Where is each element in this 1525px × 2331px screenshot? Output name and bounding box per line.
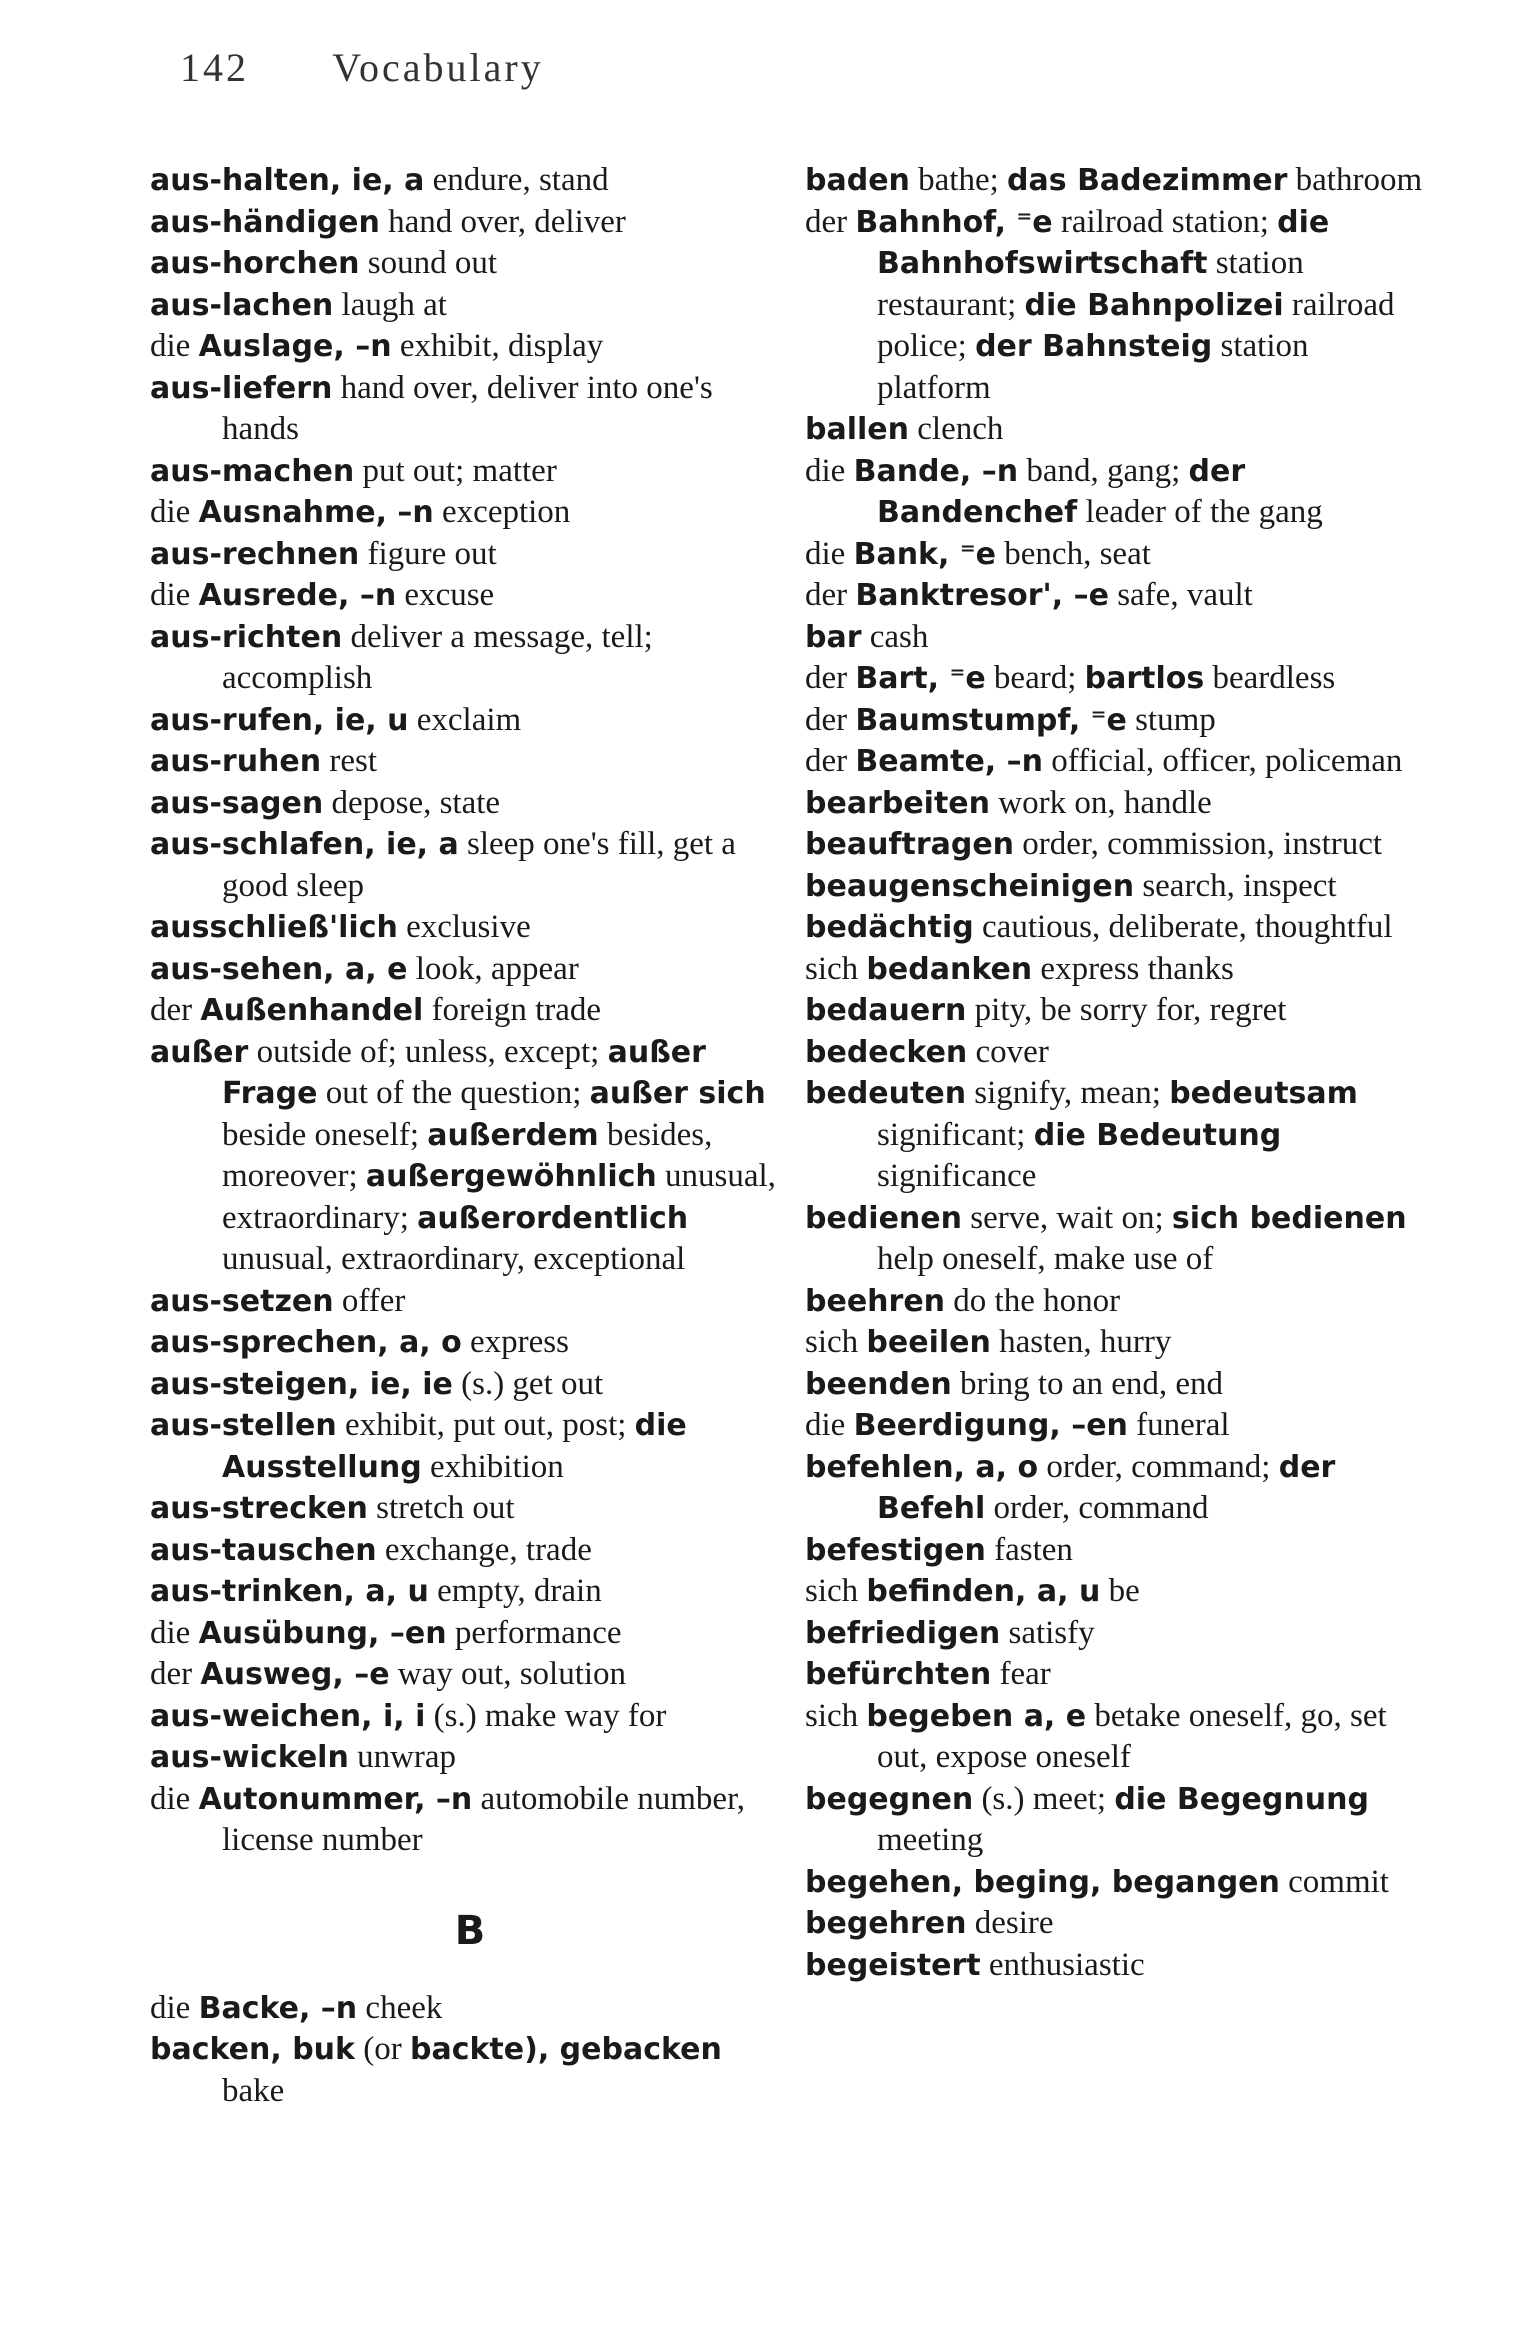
vocab-entry (150, 1488, 790, 1530)
headword: ballen (805, 412, 909, 447)
headword: aus-sehen, a, e (150, 951, 408, 987)
headword: aus-sprechen, a, o (150, 1325, 462, 1360)
gloss: express (461, 1324, 569, 1360)
gloss: out of the question; (317, 1075, 590, 1111)
gloss: safe, vault (1108, 577, 1253, 613)
headword: Ausübung, –en (198, 1615, 447, 1651)
vocab-entry (805, 1530, 1425, 1572)
headword: aus-weichen, i, i (150, 1698, 426, 1734)
headword: sich bedienen (1171, 1200, 1407, 1236)
gloss: station restaurant; (877, 245, 1304, 323)
gloss: laugh at (333, 286, 447, 323)
headword: aus-ruhen (150, 744, 322, 779)
vocab-entry (150, 492, 790, 534)
vocab-entry (805, 741, 1425, 783)
gloss: bathe; (909, 162, 1008, 198)
gloss: der (805, 203, 856, 240)
headword: aus-wickeln (150, 1740, 349, 1775)
headword: baden (805, 163, 910, 198)
vocab-entry (150, 949, 790, 991)
gloss: die (150, 577, 199, 613)
gloss: search, inspect (1134, 867, 1337, 904)
vocab-entry (150, 285, 790, 327)
gloss: signify, mean; (966, 1075, 1170, 1111)
gloss: work on, handle (990, 784, 1212, 821)
vocab-entry (805, 1447, 1425, 1530)
headword: bedecken (805, 1034, 968, 1070)
vocab-entry (150, 1737, 790, 1779)
gloss: funeral (1127, 1407, 1230, 1443)
gloss: bathroom (1287, 162, 1423, 198)
gloss: exception (433, 494, 571, 530)
vocab-entry (805, 534, 1425, 576)
gloss: bench, seat (996, 535, 1151, 572)
vocab-entry (150, 1779, 790, 1862)
gloss: order, commission, instruct (1014, 826, 1383, 862)
gloss: unwrap (348, 1739, 457, 1775)
vocab-entry (150, 1613, 790, 1655)
vocab-entry (150, 534, 790, 576)
vocab-entry (805, 1322, 1425, 1364)
gloss: exchange, trade (376, 1531, 592, 1568)
gloss: station platform (877, 328, 1309, 406)
gloss: die (150, 1780, 199, 1817)
vocab-entry (805, 1654, 1425, 1696)
vocab-entry (150, 990, 790, 1032)
headword: außerordentlich (417, 1200, 689, 1236)
headword: Backe, –n (198, 1990, 358, 2026)
vocab-entry (805, 1281, 1425, 1323)
gloss: betake oneself, go, set out, expose oneself (877, 1697, 1387, 1775)
headword: aus-richten (150, 619, 343, 655)
vocab-entry (805, 783, 1425, 825)
gloss: exhibition (421, 1448, 564, 1485)
vocab-entry (150, 1530, 790, 1572)
gloss: unusual, extraordinary, exceptional (222, 1241, 686, 1277)
vocab-entry (150, 1281, 790, 1323)
headword: aus-strecken (150, 1491, 368, 1526)
gloss: serve, wait on; (962, 1199, 1172, 1236)
vocab-entry (805, 617, 1425, 659)
gloss: clench (909, 411, 1004, 447)
headword: beaugenscheinigen (805, 868, 1135, 904)
headword: aus-tauschen (150, 1532, 377, 1568)
headword: der Bahnsteig (975, 329, 1213, 364)
vocab-entry (150, 368, 790, 451)
gloss: der (805, 743, 856, 779)
gloss: satisfy (1000, 1614, 1095, 1651)
gloss: sleep one's fill, get a good sleep (222, 826, 736, 904)
gloss: endure, stand (424, 162, 609, 198)
gloss: unusual, extraordinary; (222, 1158, 776, 1236)
vocab-entry (805, 949, 1425, 991)
headword: aus-sagen (150, 785, 324, 821)
headword: befürchten (805, 1657, 992, 1692)
gloss: sich (805, 1324, 867, 1360)
headword: Bart, ⁼e (855, 661, 986, 696)
page-header (180, 44, 544, 91)
headword: außer sich (589, 1076, 766, 1111)
vocab-entry (805, 907, 1425, 949)
vocab-entry (805, 990, 1425, 1032)
gloss: empty, drain (428, 1573, 602, 1609)
page-number: 142 (180, 45, 249, 90)
gloss: sound out (359, 245, 498, 281)
vocab-entry (150, 907, 790, 949)
gloss: outside of; unless, except; (248, 1033, 608, 1070)
vocab-entry (150, 1696, 790, 1738)
headword: befehlen, a, o (805, 1449, 1039, 1485)
headword: die Ausstellung (222, 1408, 687, 1485)
vocab-entry (805, 1945, 1425, 1987)
vocab-entry (805, 824, 1425, 866)
gloss: look, appear (407, 950, 579, 987)
headword: aus-lachen (150, 287, 334, 323)
gloss: hand over, deliver (379, 203, 626, 240)
gloss: do the honor (945, 1282, 1121, 1319)
headword: aus-trinken, a, u (150, 1574, 429, 1609)
headword: ausschließ'lich (150, 910, 398, 945)
headword: bedächtig (805, 910, 974, 945)
headword: Ausweg, –e (200, 1657, 390, 1692)
gloss: sich (805, 950, 867, 987)
gloss: exhibit, put out, post; (336, 1407, 635, 1443)
gloss: help oneself, make use of (877, 1241, 1214, 1277)
headword: Bande, –n (853, 453, 1019, 489)
headword: begegnen (805, 1781, 974, 1817)
headword: der Bandenchef (877, 453, 1246, 530)
headword: bearbeiten (805, 785, 991, 821)
right-column (805, 160, 1425, 1986)
gloss: (s.) make way for (425, 1697, 667, 1734)
vocab-entry (150, 1032, 790, 1281)
gloss: die (150, 1989, 199, 2026)
vocab-entry (805, 1571, 1425, 1613)
vocab-entry (150, 617, 790, 700)
vocab-entry (805, 409, 1425, 451)
headword: aus-steigen, ie, ie (150, 1366, 453, 1402)
gloss: der (150, 992, 201, 1028)
vocab-entry (150, 741, 790, 783)
vocab-entry (805, 866, 1425, 908)
headword: Banktresor', –e (855, 578, 1109, 613)
vocab-entry (150, 1322, 790, 1364)
gloss: deliver a message, tell; accomplish (222, 618, 653, 696)
vocab-entry (805, 160, 1425, 202)
gloss: (or (354, 2031, 410, 2067)
gloss: hasten, hurry (990, 1324, 1172, 1360)
gloss: die (150, 1614, 199, 1651)
vocab-entry (150, 700, 790, 742)
vocab-entry (150, 451, 790, 493)
gloss: excuse (396, 577, 495, 613)
vocab-entry (805, 451, 1425, 534)
headword: Ausrede, –n (198, 578, 397, 613)
headword: Autonummer, –n (198, 1781, 473, 1817)
gloss: die (150, 494, 199, 530)
gloss: band, gang; (1018, 452, 1189, 489)
vocab-entry (150, 575, 790, 617)
headword: beauftragen (805, 827, 1015, 862)
gloss: der (805, 660, 856, 696)
headword: bartlos (1084, 661, 1205, 696)
headword: die Begegnung (1114, 1781, 1369, 1817)
gloss: put out; matter (354, 452, 557, 489)
headword: Beamte, –n (855, 744, 1043, 779)
headword: die Bahnpolizei (1024, 287, 1284, 323)
gloss: meeting (877, 1822, 984, 1858)
vocab-entry (805, 1862, 1425, 1904)
vocab-entry (805, 658, 1425, 700)
gloss: die (805, 535, 854, 572)
vocab-entry (150, 1988, 790, 2030)
gloss: order, command; (1038, 1448, 1279, 1485)
vocab-entry (805, 1073, 1425, 1198)
headword: bar (805, 619, 862, 655)
gloss: official, officer, policeman (1043, 743, 1403, 779)
gloss: exhibit, display (391, 328, 604, 364)
section-letter: B (454, 1907, 486, 1954)
gloss: besides, moreover; (222, 1116, 713, 1194)
gloss: beard; (985, 660, 1085, 696)
gloss: exclaim (408, 701, 522, 738)
headword: Beerdigung, –en (853, 1408, 1128, 1443)
headword: bedeuten (805, 1076, 967, 1111)
vocab-entry (150, 160, 790, 202)
gloss: significance (877, 1158, 1037, 1194)
vocab-entry (150, 1571, 790, 1613)
vocab-entry (805, 1696, 1425, 1779)
gloss: order, command (985, 1490, 1209, 1526)
headword: die Bahnhofswirtschaft (877, 204, 1330, 281)
gloss: figure out (359, 535, 497, 572)
gloss: cautious, deliberate, thoughtful (973, 909, 1393, 945)
vocab-entry (150, 824, 790, 907)
vocab-entry (805, 1364, 1425, 1406)
headword: befinden, a, u (866, 1574, 1101, 1609)
headword: außer (150, 1034, 249, 1070)
gloss: pity, be sorry for, regret (966, 992, 1287, 1028)
headword: das Badezimmer (1007, 163, 1288, 198)
vocab-entry (805, 1032, 1425, 1074)
gloss: bake (222, 2072, 285, 2109)
headword: begeistert (805, 1947, 981, 1983)
vocab-entry (805, 202, 1425, 410)
vocab-entry (805, 700, 1425, 742)
gloss: express thanks (1032, 950, 1234, 987)
gloss: depose, state (323, 784, 501, 821)
gloss: rest (321, 743, 378, 779)
gloss: way out, solution (389, 1656, 627, 1692)
gloss: automobile number, license number (222, 1780, 745, 1858)
gloss: cash (861, 618, 929, 655)
headword: bedanken (866, 951, 1033, 987)
gloss: significant; (877, 1116, 1034, 1153)
headword: aus-halten, ie, a (150, 163, 425, 198)
page-title: Vocabulary (332, 45, 544, 90)
headword: aus-horchen (150, 246, 360, 281)
gloss: beardless (1204, 660, 1336, 696)
left-column (150, 160, 790, 2112)
headword: beenden (805, 1366, 952, 1402)
headword: aus-rufen, ie, u (150, 702, 409, 738)
headword: begehren (805, 1906, 967, 1941)
headword: beeilen (866, 1325, 991, 1360)
gloss: die (805, 452, 854, 489)
gloss: sich (805, 1697, 867, 1734)
headword: die Bedeutung (1033, 1117, 1282, 1153)
vocab-entry (805, 1405, 1425, 1447)
gloss: enthusiastic (980, 1946, 1145, 1983)
vocab-entry (805, 575, 1425, 617)
vocab-entry (805, 1903, 1425, 1945)
headword: aus-stellen (150, 1408, 337, 1443)
headword: Auslage, –n (198, 329, 392, 364)
headword: aus-machen (150, 453, 355, 489)
gloss: fasten (985, 1531, 1073, 1568)
gloss: die (150, 328, 199, 364)
gloss: leader of the gang (1077, 494, 1323, 530)
gloss: (s.) get out (452, 1365, 604, 1402)
headword: Bahnhof, ⁼e (855, 204, 1053, 240)
vocab-entry (150, 1405, 790, 1488)
gloss: exclusive (397, 909, 531, 945)
headword: aus-schlafen, ie, a (150, 827, 459, 862)
gloss: die (805, 1407, 854, 1443)
headword: backen, buk (150, 2032, 355, 2067)
gloss: (s.) meet; (973, 1780, 1115, 1817)
gloss: stump (1126, 701, 1216, 738)
gloss: beside oneself; (222, 1116, 428, 1153)
gloss: railroad police; (877, 286, 1395, 364)
gloss: desire (966, 1905, 1054, 1941)
headword: bedienen (805, 1200, 962, 1236)
headword: aus-rechnen (150, 536, 360, 572)
headword: aus-setzen (150, 1283, 334, 1319)
vocab-entry (150, 1654, 790, 1696)
gloss: fear (991, 1656, 1051, 1692)
headword: aus-händigen (150, 204, 380, 240)
headword: Außenhandel (200, 993, 424, 1028)
vocab-entry (150, 2029, 790, 2112)
headword: außer Frage (222, 1034, 706, 1111)
headword: außergewöhnlich (365, 1159, 657, 1194)
headword: Bank, ⁼e (853, 536, 997, 572)
headword: befestigen (805, 1532, 986, 1568)
vocab-entry (150, 783, 790, 825)
gloss: performance (446, 1614, 622, 1651)
entries-b-continued (805, 160, 1425, 1986)
vocab-entry (150, 202, 790, 244)
headword: aus-liefern (150, 370, 333, 406)
gloss: der (150, 1656, 201, 1692)
vocab-entry (805, 1613, 1425, 1655)
vocab-entry (150, 1364, 790, 1406)
gloss: bring to an end, end (951, 1365, 1223, 1402)
headword: beehren (805, 1283, 946, 1319)
headword: außerdem (427, 1117, 599, 1153)
gloss: be (1100, 1573, 1140, 1609)
gloss: foreign trade (423, 992, 602, 1028)
gloss: der (805, 701, 856, 738)
vocab-entry (805, 1779, 1425, 1862)
vocab-entry (805, 1198, 1425, 1281)
gloss: sich (805, 1573, 867, 1609)
headword: Ausnahme, –n (198, 495, 434, 530)
headword: Baumstumpf, ⁼e (855, 702, 1127, 738)
headword: befriedigen (805, 1615, 1001, 1651)
gloss: cheek (357, 1989, 443, 2026)
gloss: railroad station; (1052, 203, 1278, 240)
gloss: commit (1279, 1863, 1389, 1900)
vocab-entry (150, 243, 790, 285)
headword: bedauern (805, 993, 967, 1028)
vocab-entry (150, 326, 790, 368)
headword: begehen, beging, begangen (805, 1864, 1280, 1900)
gloss: cover (967, 1033, 1049, 1070)
headword: backte), gebacken (409, 2032, 722, 2067)
gloss: der (805, 577, 856, 613)
headword: begeben a, e (866, 1698, 1087, 1734)
headword: bedeutsam (1169, 1076, 1358, 1111)
gloss: hand over, deliver into one's hands (222, 369, 713, 447)
entries-a (150, 160, 790, 1862)
gloss: offer (333, 1282, 406, 1319)
entries-b (150, 1988, 790, 2113)
gloss: stretch out (367, 1490, 515, 1526)
headword: der Befehl (877, 1449, 1336, 1526)
